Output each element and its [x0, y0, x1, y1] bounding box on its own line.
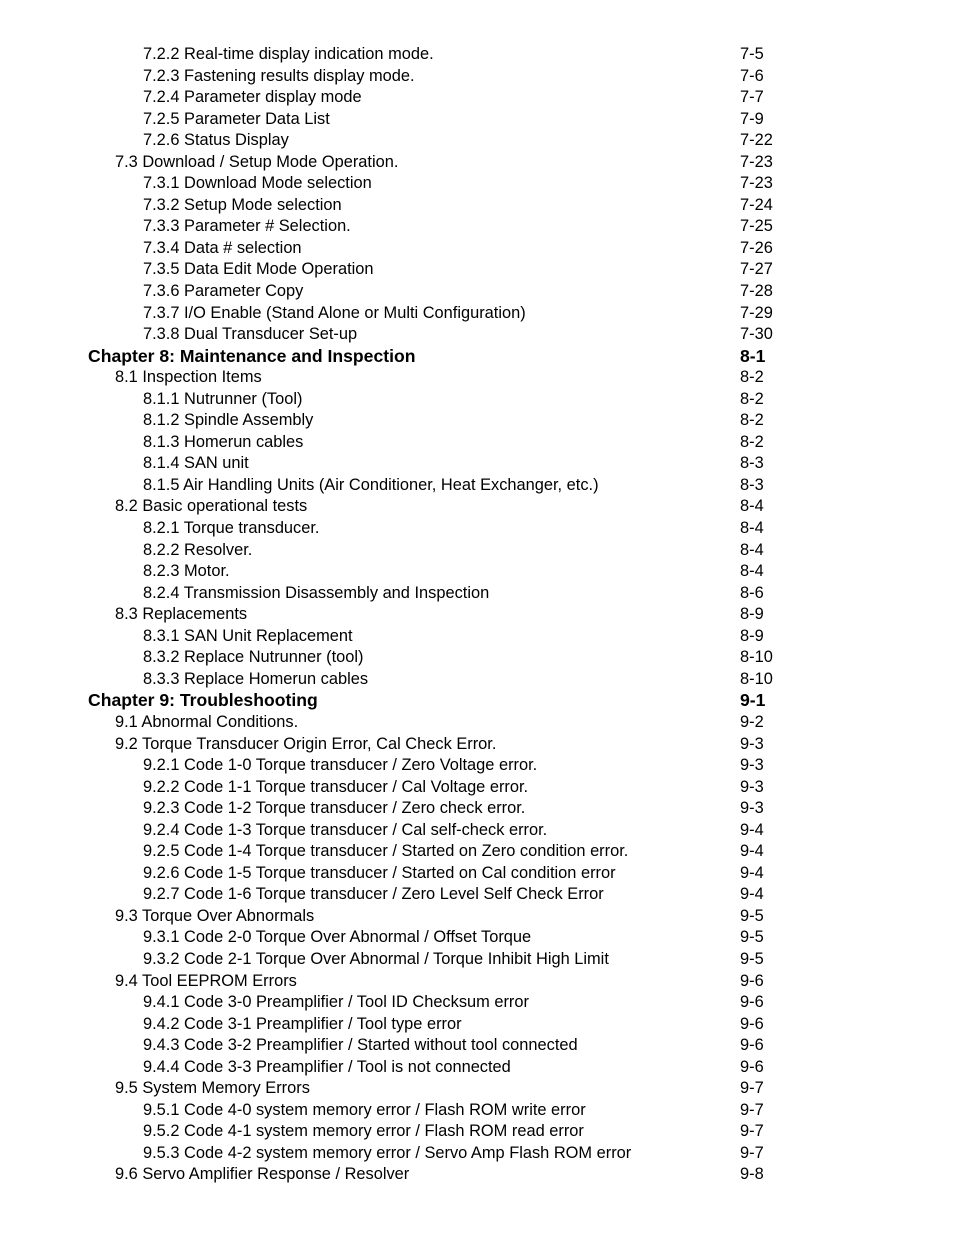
toc-subsection-row[interactable] — [0, 1057, 954, 1079]
toc-subsection-row[interactable] — [0, 475, 954, 497]
toc-entry-page-number: 9-7 — [740, 1100, 764, 1119]
toc-entry-title: 7.3.2 Setup Mode selection — [143, 195, 342, 214]
toc-entry-title: 7.3.8 Dual Transducer Set-up — [143, 325, 358, 344]
toc-entry-title: 7.3.4 Data # selection — [143, 238, 302, 257]
toc-subsection-row[interactable] — [0, 1143, 954, 1165]
toc-entry-page-number: 8-10 — [740, 669, 773, 688]
toc-entry-title: 8.2.3 Motor. — [143, 562, 230, 581]
toc-entry-page-number: 9-6 — [740, 1014, 764, 1033]
toc-entry-title: 9.4.2 Code 3-1 Preamplifier / Tool type error — [143, 1014, 462, 1033]
toc-entry-page-number: 8-2 — [740, 411, 764, 430]
toc-subsection-row[interactable] — [0, 259, 954, 281]
toc-entry-page-number: 7-23 — [740, 174, 773, 193]
toc-entry-title: 9.4.1 Code 3-0 Preamplifier / Tool ID Checksum error — [143, 993, 529, 1012]
toc-subsection-row[interactable] — [0, 777, 954, 799]
toc-entry-page-number: 9-6 — [740, 1057, 764, 1076]
toc-entry-page-number: 9-1 — [740, 690, 766, 711]
table-of-contents — [0, 44, 954, 1186]
toc-subsection-row[interactable] — [0, 583, 954, 605]
toc-entry-page-number: 7-29 — [740, 303, 773, 322]
toc-entry-title: 8.3.2 Replace Nutrunner (tool) — [143, 648, 364, 667]
toc-entry-page-number: 9-3 — [740, 756, 764, 775]
toc-entry-title: 7.2.6 Status Display — [143, 131, 289, 150]
toc-entry-title: 7.3.1 Download Mode selection — [143, 174, 372, 193]
toc-entry-title: Chapter 8: Maintenance and Inspection — [88, 345, 416, 366]
toc-entry-title: 9.5.3 Code 4-2 system memory error / Servo Amp Flash ROM error — [143, 1143, 632, 1162]
toc-entry-title: 9.2.3 Code 1-2 Torque transducer / Zero check error. — [143, 799, 526, 818]
toc-entry-page-number: 9-3 — [740, 734, 764, 753]
toc-subsection-row[interactable] — [0, 109, 954, 131]
toc-entry-title: 8.1.4 SAN unit — [143, 454, 249, 473]
toc-entry-page-number: 7-5 — [740, 45, 764, 63]
toc-subsection-row[interactable] — [0, 44, 954, 66]
toc-entry-page-number: 8-6 — [740, 583, 764, 602]
toc-entry-page-number: 7-9 — [740, 109, 764, 128]
toc-entry-page-number: 9-5 — [740, 928, 764, 947]
toc-section-row[interactable] — [0, 1164, 954, 1186]
toc-entry-page-number: 8-2 — [740, 432, 764, 451]
toc-entry-title: Chapter 9: Troubleshooting — [88, 690, 318, 711]
toc-entry-title: 8.1.2 Spindle Assembly — [143, 411, 314, 430]
toc-entry-title: 8.1.3 Homerun cables — [143, 432, 304, 451]
toc-entry-page-number: 9-3 — [740, 777, 764, 796]
toc-entry-title: 9.5.2 Code 4-1 system memory error / Flash ROM read error — [143, 1122, 584, 1141]
toc-entry-title: 9.5 System Memory Errors — [115, 1079, 310, 1098]
toc-subsection-row[interactable] — [0, 87, 954, 109]
toc-section-row[interactable] — [0, 152, 954, 174]
toc-entry-title: 8.1.5 Air Handling Units (Air Conditioner, Heat Exchanger, etc.) — [143, 475, 599, 494]
toc-entry-page-number: 9-6 — [740, 993, 764, 1012]
toc-entry-title: 7.3 Download / Setup Mode Operation. — [115, 152, 399, 171]
toc-entry-title: 8.3.3 Replace Homerun cables — [143, 669, 369, 688]
toc-entry-title: 9.2 Torque Transducer Origin Error, Cal Check Error. — [115, 734, 497, 753]
toc-entry-page-number: 7-25 — [740, 217, 773, 236]
toc-entry-page-number: 8-9 — [740, 605, 764, 624]
toc-subsection-row[interactable] — [0, 324, 954, 346]
toc-subsection-row[interactable] — [0, 647, 954, 669]
toc-entry-title: 7.3.7 I/O Enable (Stand Alone or Multi Configuration) — [143, 303, 526, 322]
toc-entry-page-number: 7-26 — [740, 238, 773, 257]
toc-entry-title: 9.2.4 Code 1-3 Torque transducer / Cal self-check error. — [143, 820, 548, 839]
toc-entry-title: 8.3 Replacements — [115, 605, 248, 624]
toc-section-row[interactable] — [0, 734, 954, 756]
toc-subsection-row[interactable] — [0, 66, 954, 88]
toc-entry-page-number: 9-6 — [740, 971, 764, 990]
toc-subsection-row[interactable] — [0, 281, 954, 303]
toc-section-row[interactable] — [0, 1078, 954, 1100]
toc-entry-title: 9.4 Tool EEPROM Errors — [115, 971, 297, 990]
toc-section-row[interactable] — [0, 906, 954, 928]
toc-entry-page-number: 9-7 — [740, 1079, 764, 1098]
toc-subsection-row[interactable] — [0, 195, 954, 217]
toc-entry-page-number: 8-4 — [740, 540, 764, 559]
toc-chapter-row[interactable] — [0, 346, 954, 368]
toc-subsection-row[interactable] — [0, 432, 954, 454]
toc-entry-title: 8.2.2 Resolver. — [143, 540, 253, 559]
toc-subsection-row[interactable] — [0, 863, 954, 885]
toc-subsection-row[interactable] — [0, 1014, 954, 1036]
toc-subsection-row[interactable] — [0, 1035, 954, 1057]
toc-entry-title: 9.6 Servo Amplifier Response / Resolver — [115, 1165, 410, 1184]
toc-entry-page-number: 9-2 — [740, 712, 764, 731]
toc-subsection-row[interactable] — [0, 927, 954, 949]
toc-subsection-row[interactable] — [0, 453, 954, 475]
toc-entry-page-number: 8-4 — [740, 497, 764, 516]
toc-entry-title: 8.1.1 Nutrunner (Tool) — [143, 389, 303, 408]
toc-entry-title: 7.3.5 Data Edit Mode Operation — [143, 260, 374, 279]
toc-entry-title: 9.2.1 Code 1-0 Torque transducer / Zero Voltage error. — [143, 756, 538, 775]
toc-subsection-row[interactable] — [0, 389, 954, 411]
toc-subsection-row[interactable] — [0, 626, 954, 648]
toc-entry-title: 7.3.6 Parameter Copy — [143, 282, 304, 301]
toc-entry-title: 9.2.5 Code 1-4 Torque transducer / Started on Zero condition error. — [143, 842, 629, 861]
toc-entry-page-number: 9-4 — [740, 885, 764, 904]
toc-section-row[interactable] — [0, 496, 954, 518]
toc-entry-page-number: 9-7 — [740, 1122, 764, 1141]
toc-entry-page-number: 9-5 — [740, 906, 764, 925]
toc-subsection-row[interactable] — [0, 820, 954, 842]
toc-entry-title: 8.3.1 SAN Unit Replacement — [143, 626, 353, 645]
toc-subsection-row[interactable] — [0, 1100, 954, 1122]
toc-entry-title: 9.4.3 Code 3-2 Preamplifier / Started without tool connected — [143, 1036, 578, 1055]
toc-entry-page-number: 7-6 — [740, 66, 764, 85]
toc-entry-page-number: 9-5 — [740, 949, 764, 968]
toc-entry-page-number: 7-30 — [740, 325, 773, 344]
toc-section-row[interactable] — [0, 367, 954, 389]
toc-subsection-row[interactable] — [0, 1121, 954, 1143]
toc-entry-title: 8.2.1 Torque transducer. — [143, 519, 320, 538]
toc-chapter-row[interactable] — [0, 690, 954, 712]
toc-entry-page-number: 8-3 — [740, 475, 764, 494]
toc-entry-title: 9.5.1 Code 4-0 system memory error / Flash ROM write error — [143, 1100, 586, 1119]
toc-entry-title: 9.2.2 Code 1-1 Torque transducer / Cal Voltage error. — [143, 777, 529, 796]
toc-entry-page-number: 8-2 — [740, 389, 764, 408]
toc-section-row[interactable] — [0, 712, 954, 734]
toc-entry-title: 7.2.5 Parameter Data List — [143, 109, 330, 128]
toc-subsection-row[interactable] — [0, 841, 954, 863]
toc-entry-page-number: 8-4 — [740, 519, 764, 538]
toc-subsection-row[interactable] — [0, 410, 954, 432]
toc-entry-title: 8.2.4 Transmission Disassembly and Inspection — [143, 583, 490, 602]
toc-entry-page-number: 8-9 — [740, 626, 764, 645]
toc-entry-page-number: 8-1 — [740, 345, 766, 366]
toc-entry-page-number: 8-2 — [740, 368, 764, 387]
toc-entry-title: 8.1 Inspection Items — [115, 368, 262, 387]
toc-subsection-row[interactable] — [0, 992, 954, 1014]
toc-entry-title: 9.4.4 Code 3-3 Preamplifier / Tool is not connected — [143, 1057, 511, 1076]
toc-entry-page-number: 9-6 — [740, 1036, 764, 1055]
toc-subsection-row[interactable] — [0, 540, 954, 562]
toc-section-row[interactable] — [0, 604, 954, 626]
toc-subsection-row[interactable] — [0, 561, 954, 583]
toc-entry-page-number: 9-8 — [740, 1165, 764, 1184]
toc-subsection-row[interactable] — [0, 798, 954, 820]
toc-entry-page-number: 9-4 — [740, 863, 764, 882]
toc-entry-page-number: 8-10 — [740, 648, 773, 667]
toc-subsection-row[interactable] — [0, 669, 954, 691]
toc-entry-page-number: 8-4 — [740, 562, 764, 581]
toc-entry-page-number: 9-7 — [740, 1143, 764, 1162]
toc-entry-page-number: 9-4 — [740, 820, 764, 839]
toc-entry-title: 9.3.1 Code 2-0 Torque Over Abnormal / Offset Torque — [143, 928, 532, 947]
toc-entry-page-number: 8-3 — [740, 454, 764, 473]
toc-subsection-row[interactable] — [0, 173, 954, 195]
toc-entry-title: 9.3 Torque Over Abnormals — [115, 906, 315, 925]
toc-entry-title: 7.2.4 Parameter display mode — [143, 88, 362, 107]
toc-entry-title: 9.2.7 Code 1-6 Torque transducer / Zero Level Self Check Error — [143, 885, 604, 904]
toc-subsection-row[interactable] — [0, 303, 954, 325]
toc-entry-title: 8.2 Basic operational tests — [115, 497, 308, 516]
toc-subsection-row[interactable] — [0, 949, 954, 971]
toc-entry-title: 7.2.2 Real-time display indication mode. — [143, 45, 434, 63]
toc-subsection-row[interactable] — [0, 755, 954, 777]
toc-subsection-row[interactable] — [0, 238, 954, 260]
toc-entry-title: 9.1 Abnormal Conditions. — [115, 712, 299, 731]
toc-subsection-row[interactable] — [0, 216, 954, 238]
toc-entry-title: 9.2.6 Code 1-5 Torque transducer / Started on Cal condition error — [143, 863, 616, 882]
toc-entry-page-number: 7-22 — [740, 131, 773, 150]
toc-entry-page-number: 9-3 — [740, 799, 764, 818]
toc-entry-page-number: 7-7 — [740, 88, 764, 107]
toc-entry-title: 7.3.3 Parameter # Selection. — [143, 217, 351, 236]
toc-entry-page-number: 7-23 — [740, 152, 773, 171]
toc-entry-title: 9.3.2 Code 2-1 Torque Over Abnormal / Torque Inhibit High Limit — [143, 949, 609, 968]
toc-entry-page-number: 7-28 — [740, 282, 773, 301]
toc-entry-page-number: 7-24 — [740, 195, 773, 214]
toc-entry-page-number: 9-4 — [740, 842, 764, 861]
toc-section-row[interactable] — [0, 971, 954, 993]
toc-entry-page-number: 7-27 — [740, 260, 773, 279]
toc-entry-title: 7.2.3 Fastening results display mode. — [143, 66, 415, 85]
toc-subsection-row[interactable] — [0, 130, 954, 152]
toc-subsection-row[interactable] — [0, 884, 954, 906]
toc-subsection-row[interactable] — [0, 518, 954, 540]
